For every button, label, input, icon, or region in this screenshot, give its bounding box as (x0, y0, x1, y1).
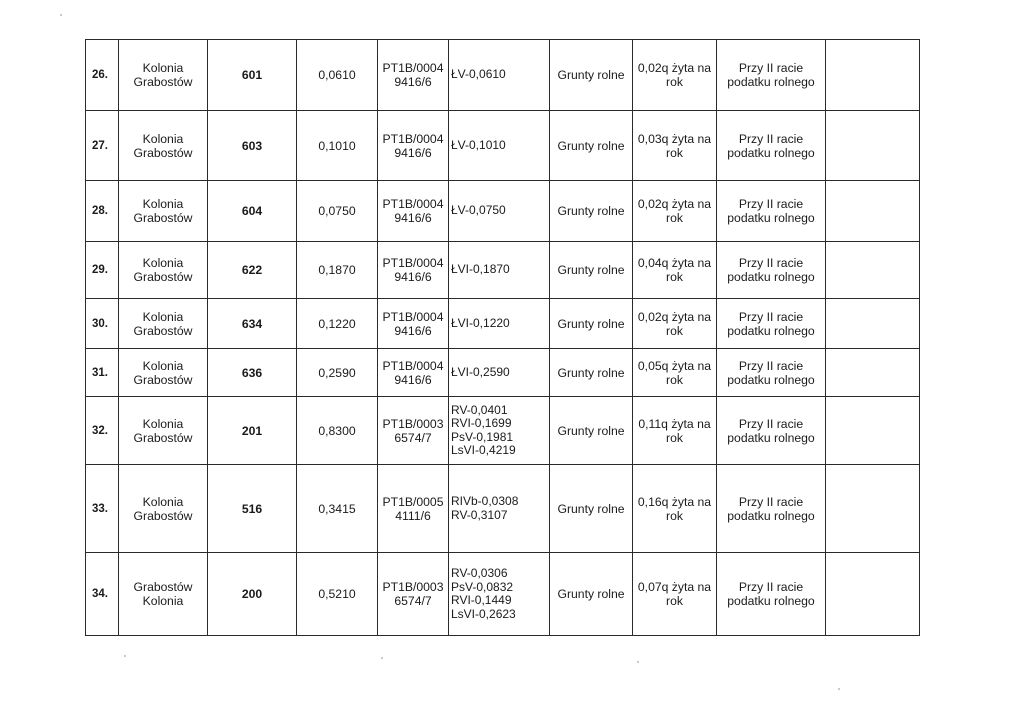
precinct-name-line: Kolonia (142, 494, 184, 509)
land-parcels-table (85, 39, 920, 636)
land-use-classes-line: RVI-0,1699 (451, 416, 512, 430)
payment-term-line: podatku rolnego (727, 372, 815, 387)
land-register-number-line: PT1B/0003 (382, 580, 444, 594)
rent-amount (633, 397, 717, 465)
scan-speck (60, 14, 62, 16)
precinct-name-line: Grabostów (133, 323, 193, 338)
parcel-number: 601 (208, 40, 297, 111)
payment-term (717, 40, 826, 111)
rent-amount (633, 181, 717, 242)
land-register-number (378, 465, 449, 553)
payment-term-line: podatku rolnego (727, 594, 815, 608)
land-lease-table-sheet (85, 39, 919, 636)
land-use-classes (449, 553, 550, 636)
payment-term (717, 349, 826, 397)
precinct-name-line: Grabostów (133, 430, 193, 445)
parcel-number: 201 (208, 397, 297, 465)
land-type: Grunty rolne (550, 397, 633, 465)
row-number: 29. (86, 242, 119, 299)
land-register-number-line: 4111/6 (395, 508, 431, 523)
precinct-name (119, 111, 208, 181)
land-use-classes (449, 465, 550, 553)
land-type: Grunty rolne (550, 40, 633, 111)
payment-term-line: podatku rolnego (727, 508, 815, 523)
rent-amount-line: rok (666, 211, 683, 225)
empty-cell (826, 181, 920, 242)
land-register-number-line: PT1B/0004 (382, 131, 444, 146)
area-ha: 0,1870 (297, 242, 378, 299)
land-register-number-line: PT1B/0004 (382, 61, 444, 75)
rent-amount-line: rok (666, 430, 683, 445)
land-use-classes-line: PsV-0,0832 (451, 579, 514, 594)
land-register-number-line: PT1B/0004 (382, 309, 444, 324)
empty-cell (826, 397, 920, 465)
empty-cell (826, 111, 920, 181)
land-use-classes-line: RIVb-0,0308 (451, 494, 519, 508)
land-register-number-line: 6574/7 (394, 594, 432, 608)
rent-amount-line: rok (666, 372, 683, 387)
land-register-number (378, 553, 449, 636)
payment-term-line: podatku rolnego (727, 145, 815, 160)
payment-term-line: podatku rolnego (727, 323, 815, 338)
precinct-name (119, 40, 208, 111)
rent-amount-line: 0,16q żyta na (637, 494, 712, 509)
land-use-classes-line: ŁVI-0,1870 (451, 262, 510, 277)
parcel-number: 604 (208, 181, 297, 242)
payment-term (717, 299, 826, 349)
land-register-number (378, 40, 449, 111)
area-ha: 0,5210 (297, 553, 378, 636)
precinct-name-line: Kolonia (142, 197, 184, 211)
parcel-number: 516 (208, 465, 297, 553)
precinct-name-line: Grabostów (133, 75, 193, 89)
land-use-classes-line: LsVI-0,2623 (451, 606, 516, 621)
payment-term-line: Przy II racie (738, 309, 804, 324)
payment-term (717, 111, 826, 181)
empty-cell (826, 349, 920, 397)
rent-amount-line: 0,07q żyta na (637, 580, 712, 594)
land-register-number-line: PT1B/0004 (382, 197, 444, 211)
table-row (86, 299, 920, 349)
land-register-number-line: PT1B/0005 (382, 494, 444, 509)
rent-amount (633, 465, 717, 553)
land-use-classes-line: LsVI-0,4219 (451, 443, 516, 457)
row-number: 28. (86, 181, 119, 242)
land-register-number (378, 349, 449, 397)
precinct-name-line: Grabostów (133, 580, 193, 594)
land-use-classes-line: ŁVI-0,2590 (451, 364, 510, 379)
land-use-classes (449, 181, 550, 242)
rent-amount-line: rok (666, 270, 683, 284)
land-register-number-line: 9416/6 (394, 145, 432, 160)
rent-amount-line: 0,02q żyta na (637, 309, 712, 324)
payment-term-line: podatku rolnego (727, 75, 815, 89)
land-use-classes (449, 242, 550, 299)
payment-term-line: Przy II racie (738, 256, 804, 270)
payment-term-line: Przy II racie (738, 197, 804, 211)
land-type: Grunty rolne (550, 242, 633, 299)
area-ha: 0,0610 (297, 40, 378, 111)
table-row (86, 111, 920, 181)
precinct-name-line: Kolonia (142, 358, 184, 373)
land-use-classes-line: RV-0,0306 (451, 566, 508, 580)
precinct-name (119, 465, 208, 553)
land-use-classes (449, 299, 550, 349)
rent-amount-line: rok (666, 323, 683, 338)
precinct-name-line: Grabostów (133, 372, 193, 387)
table-row (86, 465, 920, 553)
land-use-classes-line: ŁV-0,1010 (451, 137, 506, 152)
empty-cell (826, 242, 920, 299)
empty-cell (826, 299, 920, 349)
row-number: 32. (86, 397, 119, 465)
rent-amount-line: 0,02q żyta na (637, 61, 712, 75)
payment-term-line: podatku rolnego (727, 270, 815, 284)
payment-term (717, 181, 826, 242)
area-ha: 0,8300 (297, 397, 378, 465)
rent-amount-line: rok (666, 594, 683, 608)
payment-term-line: Przy II racie (738, 131, 804, 146)
precinct-name-line: Kolonia (142, 309, 184, 324)
land-type: Grunty rolne (550, 553, 633, 636)
table-row (86, 181, 920, 242)
payment-term (717, 553, 826, 636)
precinct-name-line: Kolonia (142, 61, 184, 75)
payment-term-line: Przy II racie (738, 358, 804, 373)
land-use-classes-line: RV-0,0401 (451, 402, 508, 417)
land-register-number-line: PT1B/0003 (382, 416, 444, 431)
land-register-number-line: 9416/6 (394, 270, 432, 284)
area-ha: 0,1010 (297, 111, 378, 181)
empty-cell (826, 40, 920, 111)
rent-amount (633, 349, 717, 397)
rent-amount-line: rok (666, 75, 683, 89)
parcel-number: 634 (208, 299, 297, 349)
parcel-number: 622 (208, 242, 297, 299)
row-number: 31. (86, 349, 119, 397)
area-ha: 0,1220 (297, 299, 378, 349)
row-number: 33. (86, 465, 119, 553)
land-use-classes-line: ŁVI-0,1220 (451, 315, 510, 330)
land-use-classes-line: ŁV-0,0610 (451, 67, 506, 82)
land-register-number-line: PT1B/0004 (382, 358, 444, 373)
rent-amount-line: 0,04q żyta na (637, 256, 712, 270)
land-register-number-line: 9416/6 (394, 211, 432, 225)
table-row (86, 40, 920, 111)
precinct-name-line: Grabostów (133, 145, 193, 160)
land-register-number (378, 299, 449, 349)
land-use-classes (449, 397, 550, 465)
precinct-name-line: Grabostów (133, 508, 193, 523)
rent-amount-line: 0,02q żyta na (637, 197, 712, 211)
land-type: Grunty rolne (550, 181, 633, 242)
scan-speck (381, 657, 383, 659)
rent-amount (633, 553, 717, 636)
precinct-name-line: Kolonia (142, 416, 184, 431)
rent-amount (633, 299, 717, 349)
table-body (86, 40, 920, 636)
precinct-name-line: Grabostów (133, 270, 193, 284)
empty-cell (826, 553, 920, 636)
precinct-name (119, 553, 208, 636)
precinct-name (119, 181, 208, 242)
table-row (86, 242, 920, 299)
precinct-name (119, 349, 208, 397)
table-row (86, 553, 920, 636)
rent-amount-line: 0,03q żyta na (637, 131, 712, 146)
payment-term-line: Przy II racie (738, 494, 804, 509)
area-ha: 0,3415 (297, 465, 378, 553)
land-use-classes (449, 111, 550, 181)
land-register-number-line: PT1B/0004 (382, 256, 444, 270)
empty-cell (826, 465, 920, 553)
table-row (86, 349, 920, 397)
scan-speck (838, 688, 840, 690)
rent-amount (633, 242, 717, 299)
land-use-classes-line: RVI-0,1449 (451, 593, 512, 607)
rent-amount-line: 0,05q żyta na (637, 358, 712, 373)
table-row (86, 397, 920, 465)
area-ha: 0,0750 (297, 181, 378, 242)
payment-term (717, 465, 826, 553)
rent-amount-line: rok (666, 508, 683, 523)
payment-term (717, 397, 826, 465)
land-type: Grunty rolne (550, 111, 633, 181)
payment-term-line: podatku rolnego (727, 211, 815, 225)
precinct-name-line: Kolonia (142, 594, 184, 608)
row-number: 30. (86, 299, 119, 349)
precinct-name-line: Kolonia (142, 131, 184, 146)
land-use-classes (449, 349, 550, 397)
row-number: 34. (86, 553, 119, 636)
precinct-name (119, 299, 208, 349)
rent-amount-line: 0,11q żyta na (638, 416, 711, 431)
precinct-name-line: Kolonia (142, 256, 184, 270)
land-use-classes (449, 40, 550, 111)
scan-speck (637, 661, 639, 663)
parcel-number: 636 (208, 349, 297, 397)
payment-term (717, 242, 826, 299)
land-use-classes-line: RV-0,3107 (451, 507, 508, 522)
rent-amount (633, 111, 717, 181)
parcel-number: 200 (208, 553, 297, 636)
land-register-number (378, 181, 449, 242)
land-register-number-line: 9416/6 (394, 75, 432, 89)
land-register-number (378, 397, 449, 465)
land-register-number-line: 9416/6 (394, 323, 432, 338)
land-register-number (378, 242, 449, 299)
land-type: Grunty rolne (550, 349, 633, 397)
payment-term-line: podatku rolnego (727, 430, 815, 445)
land-type: Grunty rolne (550, 465, 633, 553)
rent-amount (633, 40, 717, 111)
land-register-number-line: 6574/7 (394, 430, 432, 445)
land-use-classes-line: ŁV-0,0750 (451, 203, 506, 218)
parcel-number: 603 (208, 111, 297, 181)
scan-speck (124, 655, 126, 657)
precinct-name-line: Grabostów (133, 211, 193, 225)
row-number: 26. (86, 40, 119, 111)
rent-amount-line: rok (666, 145, 683, 160)
precinct-name (119, 242, 208, 299)
land-type: Grunty rolne (550, 299, 633, 349)
land-register-number (378, 111, 449, 181)
area-ha: 0,2590 (297, 349, 378, 397)
precinct-name (119, 397, 208, 465)
land-register-number-line: 9416/6 (394, 372, 432, 387)
payment-term-line: Przy II racie (738, 416, 804, 431)
payment-term-line: Przy II racie (738, 61, 804, 75)
payment-term-line: Przy II racie (738, 580, 804, 594)
row-number: 27. (86, 111, 119, 181)
land-use-classes-line: PsV-0,1981 (451, 429, 514, 444)
